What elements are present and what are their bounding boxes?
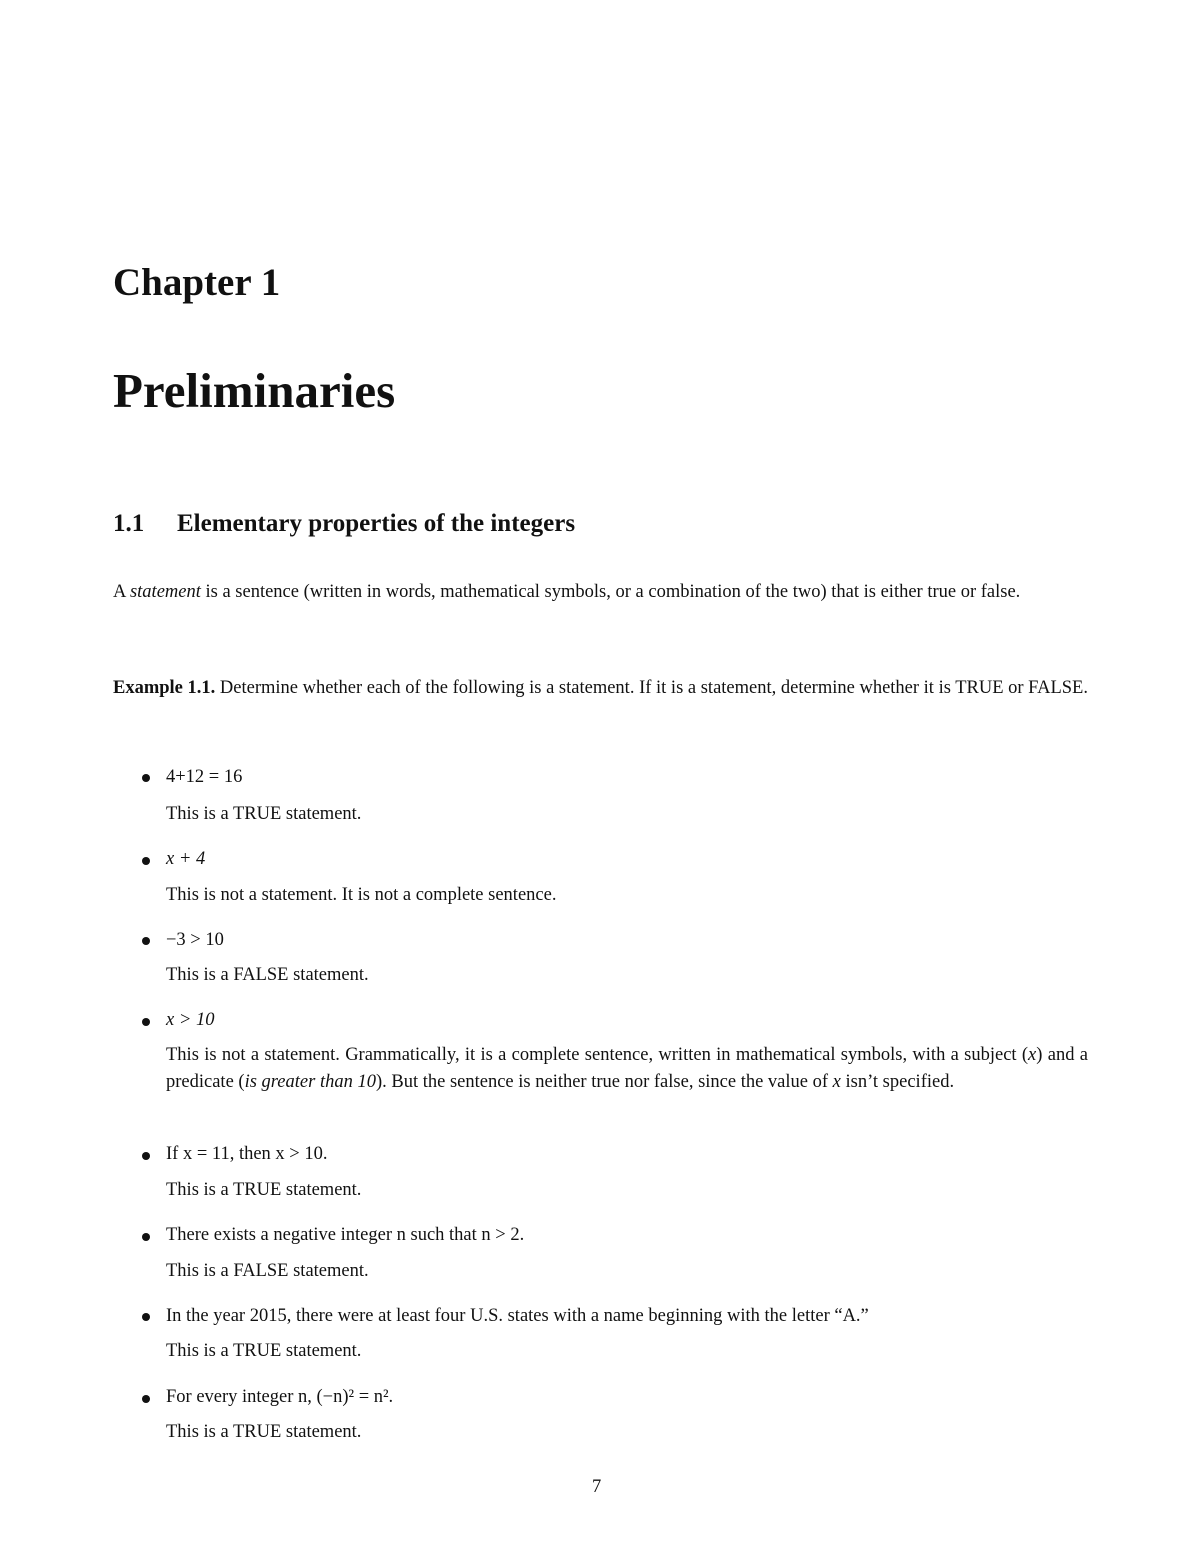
item-statement: 4+12 = 16: [166, 767, 243, 787]
example-label: Example 1.1.: [113, 678, 216, 698]
intro-paragraph: [113, 579, 1088, 606]
intro-rest: is a sentence (written in words, mathematical symbols, or a combination of the two) that is either true or false.: [200, 582, 1021, 602]
item-statement: For every integer n, (−n)² = n².: [166, 1387, 394, 1407]
bullet-icon: [142, 937, 150, 945]
intro-term: statement: [129, 582, 201, 602]
chapter-label: Chapter 1: [113, 261, 281, 304]
intro-prefix: A: [113, 582, 130, 602]
math-variable: x: [832, 1072, 841, 1092]
verdict-text: ) and a predicate (: [166, 1045, 1088, 1092]
example-text: Determine whether each of the following is a statement. If it is a statement, determine whether it is TRUE or FALSE.: [215, 678, 1088, 698]
item-verdict: This is a FALSE statement.: [166, 1261, 369, 1281]
bullet-icon: [142, 1395, 150, 1403]
item-verdict: This is a TRUE statement.: [166, 804, 362, 824]
page-number: 7: [592, 1477, 602, 1497]
item-verdict: This is not a statement. It is not a complete sentence.: [166, 885, 557, 905]
section-title: Elementary properties of the integers: [177, 510, 576, 537]
item-statement: In the year 2015, there were at least four U.S. states with a name beginning with the letter “A.”: [166, 1306, 869, 1326]
bullet-icon: [142, 1233, 150, 1241]
item-verdict: This is a TRUE statement.: [166, 1180, 362, 1200]
chapter-title: Preliminaries: [113, 363, 396, 418]
item-statement: There exists a negative integer n such that n > 2.: [166, 1225, 525, 1245]
bullet-icon: [142, 1018, 150, 1026]
item-verdict: This is a TRUE statement.: [166, 1341, 362, 1361]
section-heading: [113, 507, 575, 541]
bullet-icon: [142, 1313, 150, 1321]
section-number: 1.1: [113, 510, 145, 537]
item-statement: If x = 11, then x > 10.: [166, 1144, 328, 1164]
bullet-icon: [142, 774, 150, 782]
verdict-text: isn’t specified.: [840, 1072, 955, 1092]
example-paragraph: [113, 675, 1088, 702]
bullet-icon: [142, 857, 150, 865]
predicate-phrase: is greater than 10: [244, 1072, 376, 1092]
item-statement: −3 > 10: [166, 930, 224, 950]
item-verdict: This is a TRUE statement.: [166, 1422, 362, 1442]
item-statement: x + 4: [166, 849, 206, 869]
item-statement: x > 10: [166, 1010, 215, 1030]
bullet-icon: [142, 1152, 150, 1160]
verdict-text: ). But the sentence is neither true nor false, since the value of: [375, 1072, 833, 1092]
math-variable: x: [1028, 1045, 1037, 1065]
item-verdict: This is a FALSE statement.: [166, 965, 369, 985]
item-verdict: [166, 1042, 1088, 1096]
verdict-text: This is not a statement. Grammatically, it is a complete sentence, written in mathematical symbols, with a subject (: [166, 1045, 1029, 1065]
